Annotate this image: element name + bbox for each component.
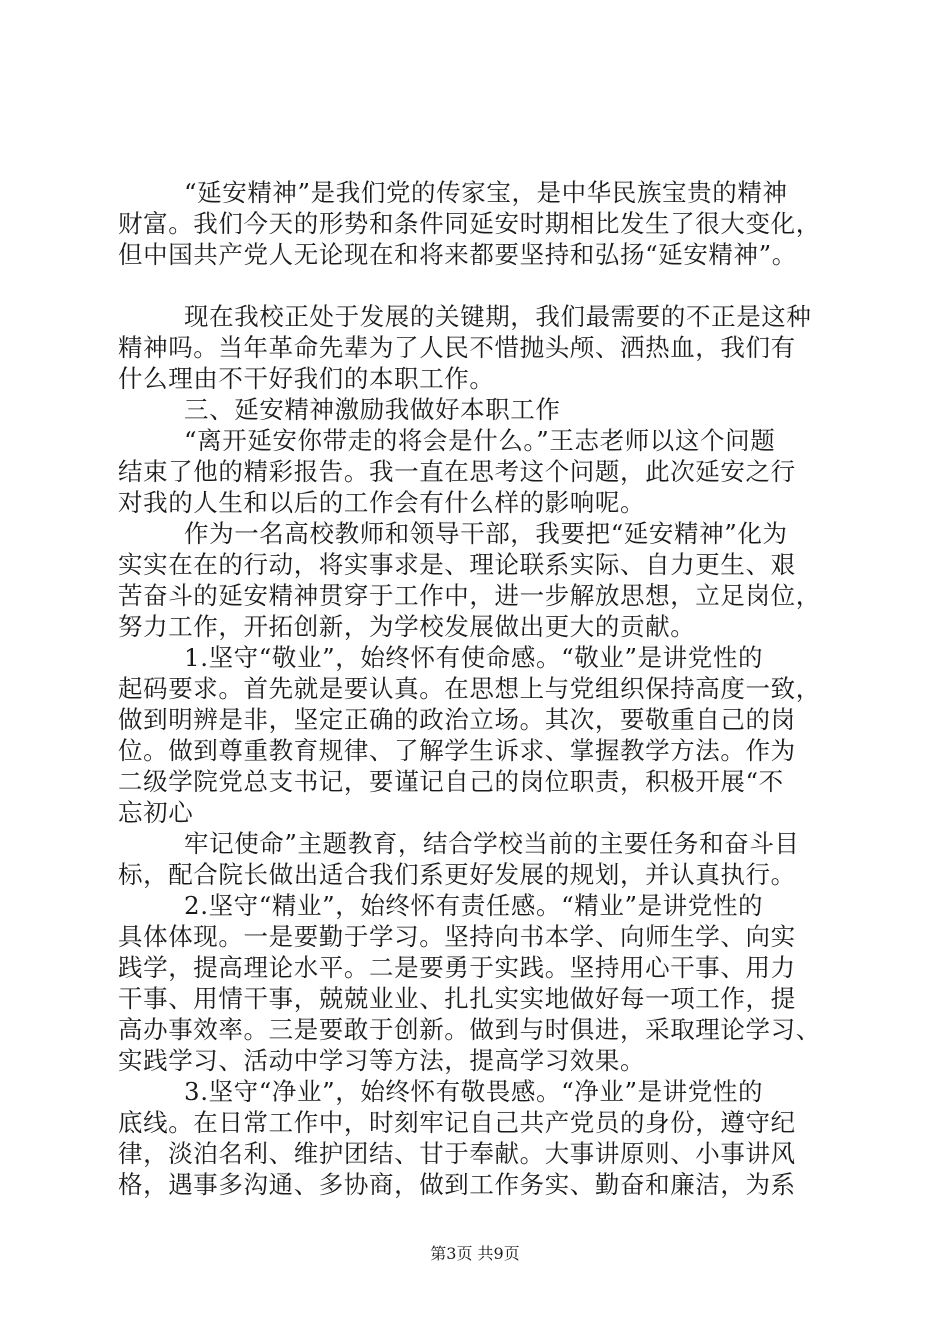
paragraph-line: 做到明辨是非，坚定正确的政治立场。其次，要敬重自己的岗 bbox=[118, 705, 796, 734]
page-number-footer: 第3页 共9页 bbox=[430, 1244, 520, 1263]
paragraph-line: 现在我校正处于发展的关键期，我们最需要的不正是这种 bbox=[184, 302, 812, 331]
paragraph-line: 对我的人生和以后的工作会有什么样的影响呢。 bbox=[118, 488, 646, 517]
paragraph-line: 格，遇事多沟通、多协商，做到工作务实、勤奋和廉洁，为系 bbox=[118, 1170, 796, 1199]
paragraph-spacer bbox=[118, 270, 853, 301]
paragraph-line: “离开延安你带走的将会是什么。”王志老师以这个问题 bbox=[184, 426, 776, 455]
paragraph-line: 起码要求。首先就是要认真。在思想上与党组织保持高度一致， bbox=[118, 674, 821, 703]
paragraph-line: 什么理由不干好我们的本职工作。 bbox=[118, 364, 495, 393]
paragraph-line: 苦奋斗的延安精神贯穿于工作中，进一步解放思想，立足岗位， bbox=[118, 581, 821, 610]
paragraph-line: 位。做到尊重教育规律、了解学生诉求、掌握教学方法。作为 bbox=[118, 736, 796, 765]
section-heading: 三、延安精神激励我做好本职工作 bbox=[184, 395, 561, 424]
document-body bbox=[118, 177, 853, 1200]
paragraph-line: 律，淡泊名利、维护团结、甘于奉献。大事讲原则、小事讲风 bbox=[118, 1139, 796, 1168]
list-item-1-line: 1.坚守“敬业”，始终怀有使命感。“敬业”是讲党性的 bbox=[184, 643, 764, 672]
paragraph-line: 牢记使命”主题教育，结合学校当前的主要任务和奋斗目 bbox=[184, 829, 800, 858]
paragraph-line: 标，配合院长做出适合我们系更好发展的规划，并认真执行。 bbox=[118, 860, 796, 889]
paragraph-line: 践学，提高理论水平。二是要勇于实践。坚持用心干事、用力 bbox=[118, 953, 796, 982]
list-item-3-line: 3.坚守“净业”，始终怀有敬畏感。“净业”是讲党性的 bbox=[184, 1077, 764, 1106]
list-item-2-line: 2.坚守“精业”，始终怀有责任感。“精业”是讲党性的 bbox=[184, 891, 764, 920]
paragraph-line: 努力工作，开拓创新，为学校发展做出更大的贡献。 bbox=[118, 612, 696, 641]
paragraph-line: 忘初心 bbox=[118, 798, 194, 827]
paragraph-line: 但中国共产党人无论现在和将来都要坚持和弘扬“延安精神”。 bbox=[118, 240, 797, 269]
paragraph-line: “延安精神”是我们党的传家宝，是中华民族宝贵的精神 bbox=[184, 178, 788, 207]
paragraph-line: 财富。我们今天的形势和条件同延安时期相比发生了很大变化， bbox=[118, 209, 821, 238]
paragraph-line: 具体体现。一是要勤于学习。坚持向书本学、向师生学、向实 bbox=[118, 922, 796, 951]
paragraph-line: 干事、用情干事，兢兢业业、扎扎实实地做好每一项工作，提 bbox=[118, 984, 796, 1013]
paragraph-line: 高办事效率。三是要敢于创新。做到与时俱进，采取理论学习、 bbox=[118, 1015, 821, 1044]
paragraph-line: 精神吗。当年革命先辈为了人民不惜抛头颅、洒热血，我们有 bbox=[118, 333, 796, 362]
paragraph-line: 结束了他的精彩报告。我一直在思考这个问题，此次延安之行 bbox=[118, 457, 796, 486]
paragraph-line: 实践学习、活动中学习等方法，提高学习效果。 bbox=[118, 1046, 646, 1075]
paragraph-line: 实实在在的行动，将实事求是、理论联系实际、自力更生、艰 bbox=[118, 550, 796, 579]
paragraph-line: 作为一名高校教师和领导干部，我要把“延安精神”化为 bbox=[184, 519, 788, 548]
paragraph-line: 底线。在日常工作中，时刻牢记自己共产党员的身份，遵守纪 bbox=[118, 1108, 796, 1137]
paragraph-line: 二级学院党总支书记，要谨记自己的岗位职责，积极开展“不 bbox=[118, 767, 784, 796]
